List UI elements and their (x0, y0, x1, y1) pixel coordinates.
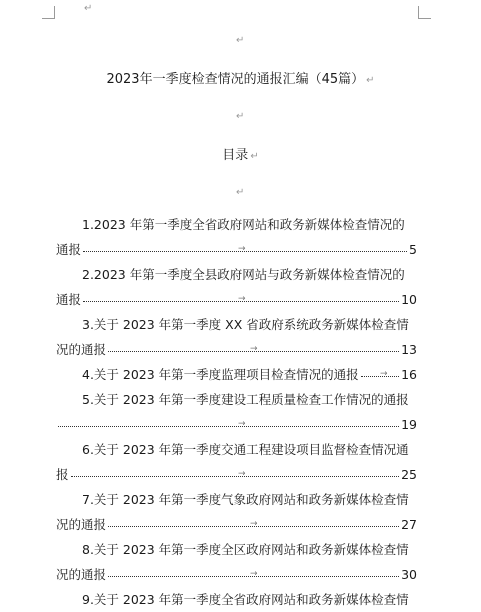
toc-page-number: 16 (401, 367, 417, 382)
toc-entry-title-cont: 况的通报 (56, 342, 107, 357)
toc-entry[interactable] (0, 537, 481, 587)
toc-entry-title: 7.关于 2023 年第一季度气象政府网站和政务新媒体检查情 (82, 492, 409, 507)
toc-entry[interactable] (0, 437, 481, 487)
toc-page-number: 27 (401, 517, 417, 532)
tab-arrow-icon: → (250, 519, 258, 529)
toc-entry[interactable] (0, 262, 481, 312)
toc-entry[interactable] (0, 312, 481, 362)
toc-entry-title-cont: 况的通报 (56, 567, 107, 582)
toc-entry-title: 3.关于 2023 年第一季度 XX 省政府系统政务新媒体检查情 (82, 317, 409, 332)
tab-arrow-icon: → (238, 469, 246, 479)
tab-arrow-icon: → (238, 294, 246, 304)
toc-entry-title: 2.2023 年第一季度全县政府网站与政务新媒体检查情况的 (82, 267, 405, 282)
toc-entry[interactable] (0, 362, 481, 387)
toc-entry[interactable] (0, 587, 481, 612)
paragraph-mark-icon: ↵ (236, 187, 245, 198)
toc-entry-title: 4.关于 2023 年第一季度监理项目检查情况的通报 (82, 367, 359, 382)
toc-page-number: 19 (401, 417, 417, 432)
tab-arrow-icon: → (250, 569, 258, 579)
toc-entry-title: 8.关于 2023 年第一季度全区政府网站和政务新媒体检查情 (82, 542, 409, 557)
toc-page-number: 25 (401, 467, 417, 482)
document-title-text: 2023年一季度检查情况的通报汇编（45篇） (106, 72, 365, 87)
paragraph-mark-icon: ↵ (236, 35, 245, 46)
paragraph-mark-icon: ↵ (250, 151, 259, 162)
toc-heading[interactable] (0, 148, 481, 165)
toc-entry-title: 6.关于 2023 年第一季度交通工程建设项目监督检查情况通 (82, 442, 409, 457)
toc-entry-title: 1.2023 年第一季度全省政府网站和政务新媒体检查情况的 (82, 217, 405, 232)
toc-entry[interactable] (0, 487, 481, 537)
toc-entry[interactable] (0, 387, 481, 437)
paragraph-mark-icon: ↵ (84, 3, 93, 14)
tab-arrow-icon: → (238, 244, 246, 254)
document-title[interactable] (0, 72, 481, 89)
toc-heading-text: 目录 (222, 148, 249, 163)
tab-arrow-icon: → (380, 369, 388, 379)
toc-entry-title-cont: 报 (56, 467, 69, 482)
toc-list (0, 212, 481, 612)
toc-leader-dots (58, 416, 399, 427)
paragraph-mark-icon: ↵ (236, 111, 245, 122)
toc-entry-title: 5.关于 2023 年第一季度建设工程质量检查工作情况的通报 (82, 392, 409, 407)
crop-mark-top-right (418, 6, 431, 19)
toc-leader-dots (71, 466, 400, 477)
toc-entry-title-cont: 通报 (56, 292, 82, 307)
toc-entry-title: 9.关于 2023 年第一季度全省政府网站和政务新媒体检查情 (82, 592, 409, 607)
toc-entry-title-cont: 况的通报 (56, 517, 107, 532)
toc-entry[interactable] (0, 212, 481, 262)
toc-page-number: 13 (401, 342, 417, 357)
paragraph-mark-icon: ↵ (366, 75, 375, 86)
crop-mark-top-left (42, 6, 55, 19)
tab-arrow-icon: → (250, 344, 258, 354)
toc-entry-title-cont: 通报 (56, 242, 82, 257)
tab-arrow-icon: → (238, 419, 246, 429)
toc-page-number: 5 (409, 242, 417, 257)
toc-page-number: 10 (401, 292, 417, 307)
toc-page-number: 30 (401, 567, 417, 582)
